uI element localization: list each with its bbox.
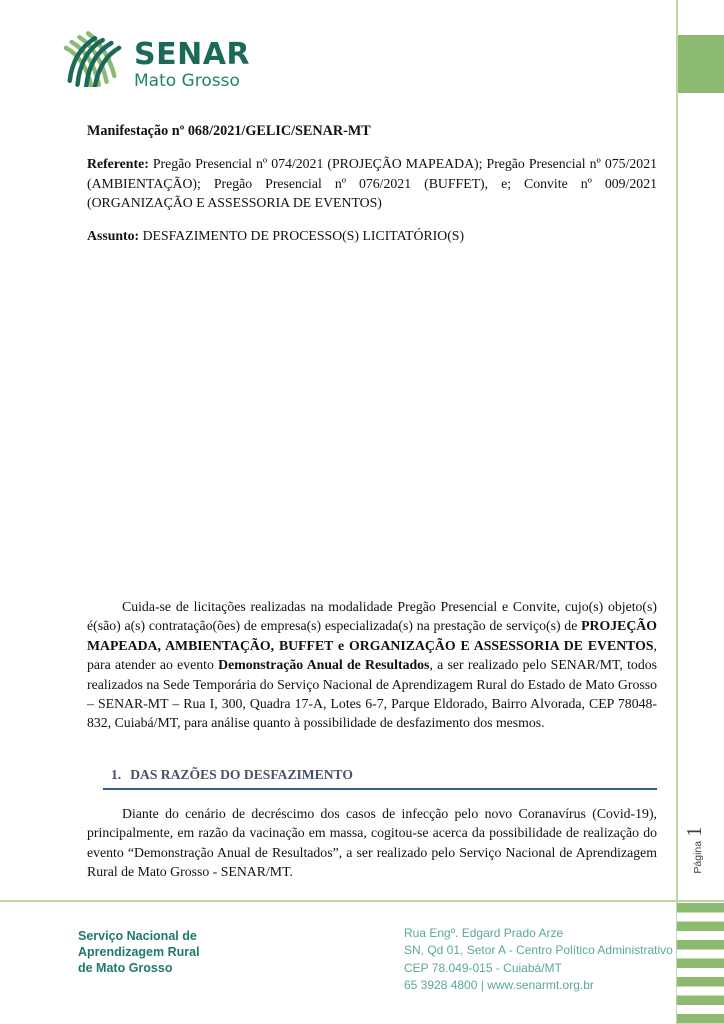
paragraph1-text: , a ser realizado pelo SENAR/MT, todos realizados na Sede Temporária do Serviço Nacional de Aprendizagem Rural do Estado de Mato Grosso – SENAR-MT – Rua I, 300, Quadra 17-A, Lotes 6-7, Parque Eldorado, Bairro Alvorada, CEP 78048-832, Cuiabá/MT, para análise quanto à possibilidade de desfazimento dos mesmos. [87,657,657,731]
manifest-title: Manifestação nº 068/2021/GELIC/SENAR-MT [87,123,371,139]
document-header [87,122,657,258]
paragraph1-bold-event: Demonstração Anual de Resultados [218,657,430,673]
footer-rule [0,900,724,902]
footer-line: de Mato Grosso [78,961,173,975]
footer-contact-line: 65 3928 4800 | www.senarmt.org.br [404,978,594,993]
body-paragraph-2: Diante do cenário de decréscimo dos casos de infecção pelo novo Coranavírus (Covid-19), principalmente, em razão da vacinação em massa, cogitou-se acerca da possibilidade de realização do evento “Demonstração Anual de Resultados”, a ser realizado pelo Serviço Nacional de Aprendizagem Rural de Mato Grosso - SENAR/MT. [87,806,657,880]
footer-line: Aprendizagem Rural [78,945,200,959]
paragraph1-text: , para atender ao evento [87,637,657,673]
footer-address-line: CEP 78.049-015 - Cuiabá/MT [404,960,562,975]
senar-logo [62,30,250,90]
paragraph1-text: Cuida-se de licitações realizadas na modalidade Pregão Presencial e Convite, cujo(s) objeto(s) é(são) a(s) contratação(ões) de empresa(s) especializada(s) na prestação de serviço(s) de [87,599,657,634]
referente-label: Referente: [87,156,153,172]
footer-address-line: Rua Engº. Edgard Prado Arze [404,926,564,940]
sidebar-vertical-rule [676,0,678,1024]
assunto-label: Assunto: [87,227,143,243]
senar-wheat-icon [62,30,124,87]
section-1-number: 1. [111,767,122,782]
section-1-title: DAS RAZÕES DO DESFAZIMENTO [130,767,353,782]
page-label: Página [692,840,704,874]
body-paragraph-1 [87,597,657,733]
top-right-green-block [678,35,724,93]
logo-brand-name: SENAR [134,37,251,72]
referente-paragraph [87,154,657,212]
page-number-sidebar [684,809,708,891]
page-number: 1 [682,826,706,837]
assunto-text: DESFAZIMENTO DE PROCESSO(S) LICITATÓRIO(S) [142,227,465,243]
section-1-heading [103,766,657,790]
footer-line: Serviço Nacional de [78,929,197,943]
bottom-right-stripes [677,903,724,1024]
footer-org-name [78,928,200,976]
logo-text [134,37,251,91]
paragraph1-bold-services: PROJEÇÃO MAPEADA, AMBIENTAÇÃO, BUFFET e ORGANIZAÇÃO E ASSESSORIA DE EVENTOS [87,618,657,653]
assunto-paragraph [87,226,657,245]
footer-address [404,925,673,995]
logo-region-name: Mato Grosso [134,71,240,91]
referente-text: Pregão Presencial nº 074/2021 (PROJEÇÃO MAPEADA); Pregão Presencial nº 075/2021 (AMBIENTAÇÃO); Pregão Presencial nº 076/2021 (BUFFET), e; Convite nº 009/2021 (ORGANIZAÇÃO E ASSESSORIA DE EVENTOS) [87,156,657,211]
footer-address-line: SN, Qd 01, Setor A - Centro Político Administrativo [404,943,673,958]
